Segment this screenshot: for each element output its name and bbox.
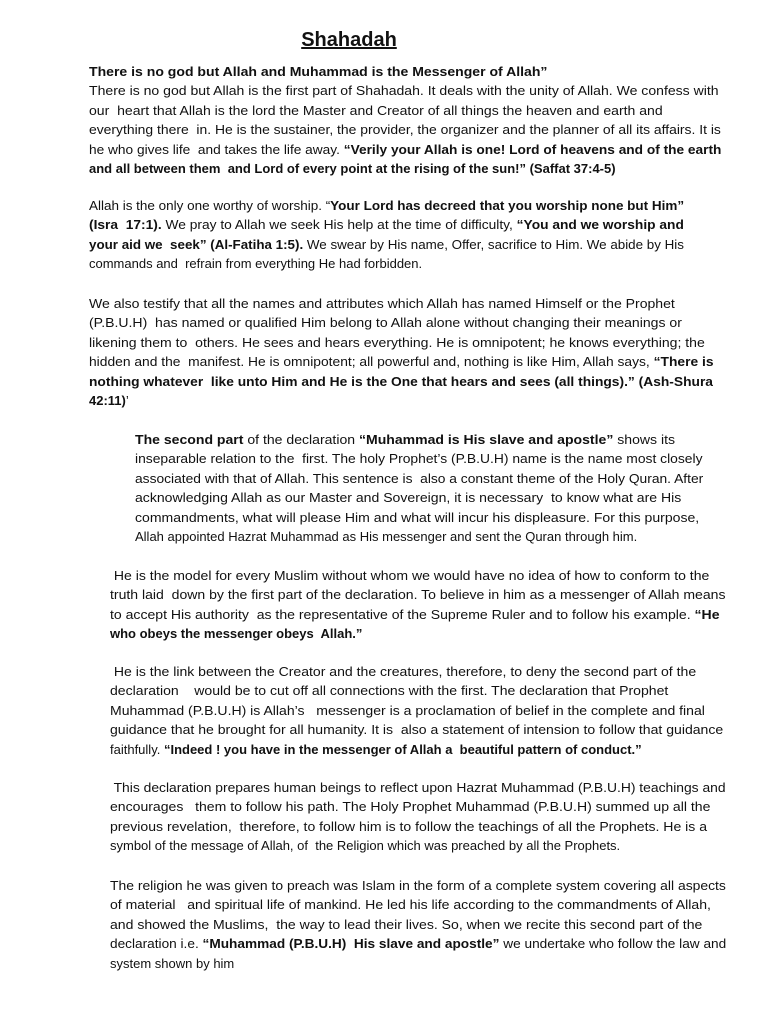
text-line <box>110 720 723 739</box>
text-span: to accept His authority as the representative of the Supreme Ruler and to follow his example. <box>110 606 695 622</box>
text-span: We also testify that all the names and attributes which Allah has named Himself or the Prophet <box>89 296 675 311</box>
text-span: our heart that Allah is the lord the Master and Creator of all things the heaven and earth and <box>89 102 663 118</box>
text-span: guidance that he brought for all humanity. It is also a statement of intension to follow that guidance <box>110 722 724 738</box>
text-line <box>110 605 720 624</box>
text-line <box>89 81 719 100</box>
text-line <box>110 895 711 914</box>
bold-text: 42:11) <box>89 393 126 408</box>
bold-text: your aid we seek” (Al-Fatiha 1:5). <box>89 236 304 252</box>
text-span: We swear by His name, Offer, sacrifice to Him. We abide by His <box>303 236 684 252</box>
text-line <box>110 701 705 720</box>
text-span: encourages them to follow his path. The Holy Prophet Muhammad (P.B.U.H) summed up all the <box>110 799 711 815</box>
text-line <box>89 215 684 234</box>
text-line <box>135 430 675 449</box>
text-line <box>89 294 675 313</box>
text-line <box>89 101 663 120</box>
text-span: system shown by him <box>110 955 235 971</box>
text-line <box>89 313 682 332</box>
text-span: truth laid down by the first part of the declaration. To believe in him as a messenger of Allah means <box>110 587 726 603</box>
text-span: He is the link between the Creator and the creatures, therefore, to deny the second part of the <box>110 664 697 679</box>
text-line <box>135 508 699 527</box>
text-line <box>89 235 684 254</box>
page-title: Shahadah <box>301 29 397 51</box>
text-span: (P.B.U.H) has named or qualified Him belong to Allah alone without changing their meanings or <box>89 315 682 331</box>
text-line <box>110 662 696 681</box>
bold-text: “You and we worship and <box>516 217 684 233</box>
bold-text: and all between them and Lord of every point at the rising of the sun!” (Saffat 37:4-5) <box>89 161 616 176</box>
text-line <box>89 391 129 410</box>
text-span: of material and spiritual life of mankind. He led his life according to the commandments of Allah, <box>110 897 711 913</box>
text-line <box>110 566 709 585</box>
text-line <box>110 797 710 816</box>
text-span: hidden and the manifest. He is omnipotent; all powerful and, nothing is like Him, Allah says, <box>89 354 654 370</box>
bold-text: who obeys the messenger obeys Allah.” <box>110 626 363 642</box>
text-span: This declaration prepares human beings to reflect upon Hazrat Muhammad (P.B.U.H) teachings and <box>110 780 726 795</box>
text-line <box>135 488 681 507</box>
text-line <box>110 934 726 953</box>
text-line <box>110 954 234 973</box>
text-line <box>89 372 713 391</box>
text-span: shows its <box>613 432 675 447</box>
bold-text: “Muhammad (P.B.U.H) His slave and apostle” <box>202 936 500 952</box>
text-span: declaration would be to cut off all connections with the first. The declaration that Prophet <box>110 683 669 699</box>
text-span: previous revelation, therefore, to follow him is to follow the teachings of all the Prophets. He is a <box>110 818 708 834</box>
text-line <box>110 740 642 759</box>
bold-text: “He <box>694 606 720 622</box>
text-line <box>89 196 684 215</box>
text-line <box>89 352 714 371</box>
text-line <box>135 449 703 468</box>
text-span: Allah is the only one worthy of worship. “ <box>89 198 331 213</box>
text-line <box>135 527 637 546</box>
text-span: associated with that of Allah. This sentence is also a constant theme of the Holy Quran. After <box>135 470 704 486</box>
text-line <box>110 915 702 934</box>
text-line <box>89 333 705 352</box>
bold-text: “Indeed ! you have in the messenger of Allah a beautiful pattern of conduct.” <box>163 741 642 757</box>
text-span: The religion he was given to preach was Islam in the form of a complete system covering all aspects <box>110 878 726 893</box>
text-span: inseparable relation to the first. The holy Prophet’s (P.B.U.H) name is the name most closely <box>135 451 703 467</box>
text-span: everything there in. He is the sustainer, the provider, the organizer and the planner of all its affairs. It is <box>89 122 721 138</box>
text-line <box>110 817 707 836</box>
text-line <box>89 159 616 178</box>
bold-text: nothing whatever like unto Him and He is the One that hears and sees (all things).” (Ash-Shura <box>89 373 713 389</box>
text-span: likening them to others. He sees and hears everything. He is omnipotent; he knows everything; the <box>89 334 705 350</box>
text-span: faithfully. <box>110 741 164 757</box>
bold-text: (Isra 17:1). <box>89 217 162 233</box>
text-span: he who gives life and takes the life away. <box>89 141 344 157</box>
bold-text: There is no god but Allah and Muhammad is the Messenger of Allah” <box>89 64 548 79</box>
text-line <box>110 836 620 855</box>
text-span: He is the model for every Muslim without whom we would have no idea of how to conform to the <box>110 568 710 583</box>
text-line <box>110 681 668 700</box>
text-span: Muhammad (P.B.U.H) is Allah’s messenger is a proclamation of belief in the complete and final <box>110 702 705 718</box>
text-span: commands and refrain from everything He had forbidden. <box>89 256 423 272</box>
text-line <box>110 585 725 604</box>
text-line <box>110 778 726 797</box>
text-span: symbol of the message of Allah, of the Religion which was preached by all the Prophets. <box>110 838 621 854</box>
bold-text: “There is <box>653 354 714 370</box>
bold-text: The second part <box>135 432 244 447</box>
text-span: There is no god but Allah is the first part of Shahadah. It deals with the unity of Allah. We confess with <box>89 83 719 99</box>
text-span: ’ <box>125 393 129 408</box>
bold-text: “Verily your Allah is one! Lord of heavens and of the earth <box>343 141 722 157</box>
text-span: acknowledging Allah as our Master and Sovereign, it is necessary to know what are His <box>135 490 682 506</box>
text-span: of the declaration <box>243 432 359 447</box>
text-line <box>89 62 547 81</box>
text-line <box>110 876 726 895</box>
text-span: Allah appointed Hazrat Muhammad as His messenger and sent the Quran through him. <box>135 529 638 544</box>
text-line <box>89 120 721 139</box>
text-span: We pray to Allah we seek His help at the time of difficulty, <box>161 217 517 233</box>
bold-text: Your Lord has decreed that you worship none but Him” <box>330 198 685 213</box>
text-span: we undertake who follow the law and <box>499 936 727 952</box>
bold-text: “Muhammad is His slave and apostle” <box>358 432 614 447</box>
text-line <box>135 469 703 488</box>
text-line <box>89 140 721 159</box>
text-span: and showed the Muslims, the way to lead their lives. So, when we recite this second part of the <box>110 916 703 932</box>
text-line <box>89 254 422 273</box>
text-line <box>110 624 362 643</box>
text-span: commandments, what will please Him and what will incur his displeasure. For this purpose, <box>135 509 700 525</box>
text-span: declaration i.e. <box>110 936 203 952</box>
